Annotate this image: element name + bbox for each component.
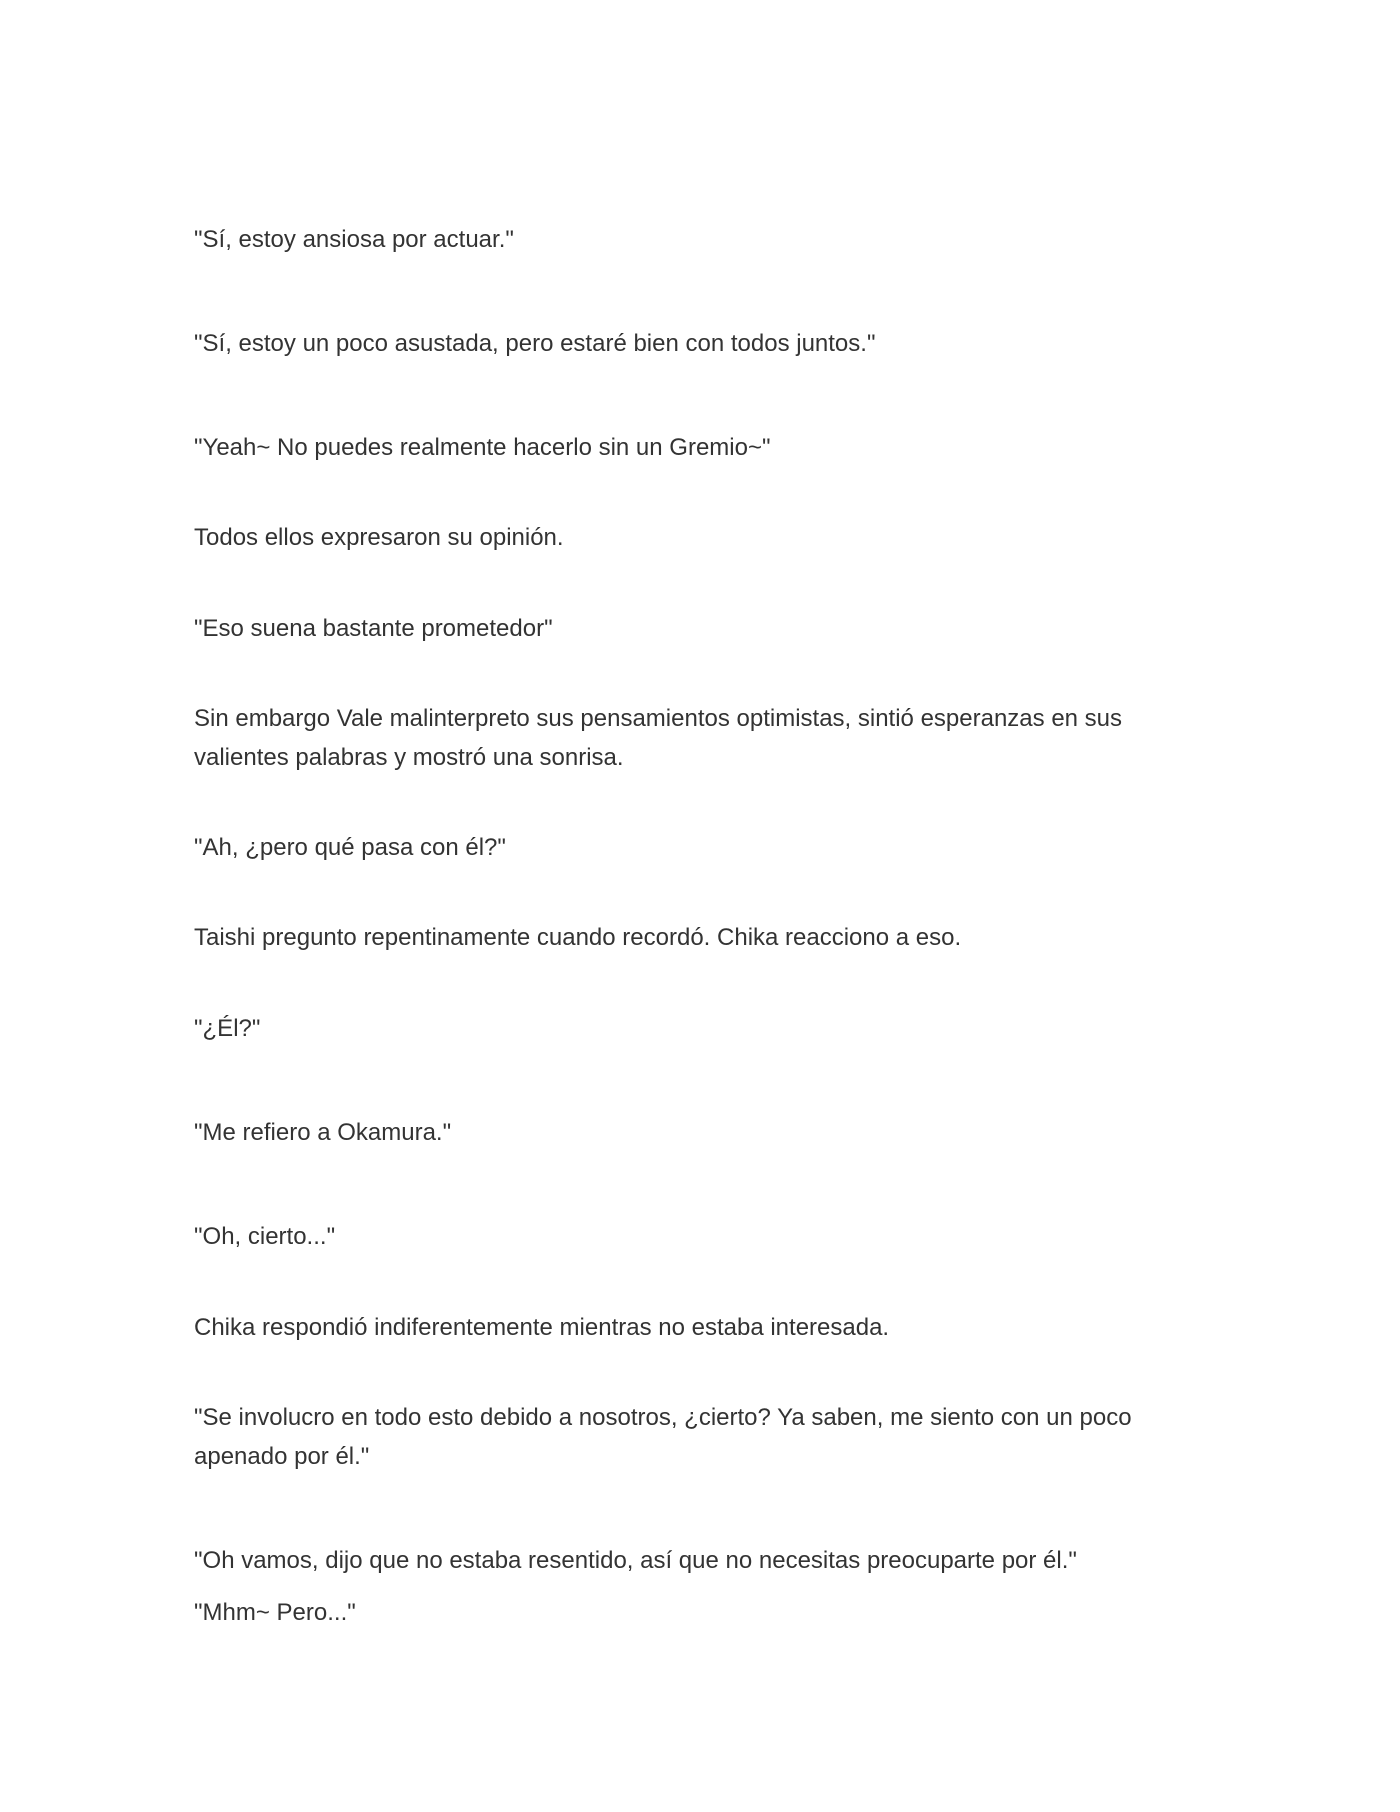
paragraph-15: "Mhm~ Pero...": [194, 1599, 356, 1626]
paragraph-12: Chika respondió indiferentemente mientras no estaba interesada.: [194, 1314, 890, 1341]
paragraph-9: "¿Él?": [194, 1015, 261, 1042]
paragraph-14: "Oh vamos, dijo que no estaba resentido, así que no necesitas preocuparte por él.": [194, 1547, 1077, 1574]
paragraph-4: Todos ellos expresaron su opinión.: [194, 524, 564, 551]
paragraph-11: "Oh, cierto...": [194, 1223, 336, 1250]
paragraph-13: "Se involucro en todo esto debido a nosotros, ¿cierto? Ya saben, me siento con un poco apenado por él.": [194, 1404, 1132, 1470]
paragraph-8: Taishi pregunto repentinamente cuando recordó. Chika reacciono a eso.: [194, 924, 962, 951]
paragraph-2: "Sí, estoy un poco asustada, pero estaré bien con todos juntos.": [194, 330, 876, 357]
paragraph-7: "Ah, ¿pero qué pasa con él?": [194, 834, 506, 861]
paragraph-3: "Yeah~ No puedes realmente hacerlo sin un Gremio~": [194, 434, 771, 461]
paragraph-1: "Sí, estoy ansiosa por actuar.": [194, 226, 514, 253]
paragraph-5: "Eso suena bastante prometedor": [194, 615, 553, 642]
paragraph-10: "Me refiero a Okamura.": [194, 1119, 452, 1146]
paragraph-6: Sin embargo Vale malinterpreto sus pensamientos optimistas, sintió esperanzas en sus valientes palabras y mostró una sonrisa.: [194, 705, 1123, 771]
